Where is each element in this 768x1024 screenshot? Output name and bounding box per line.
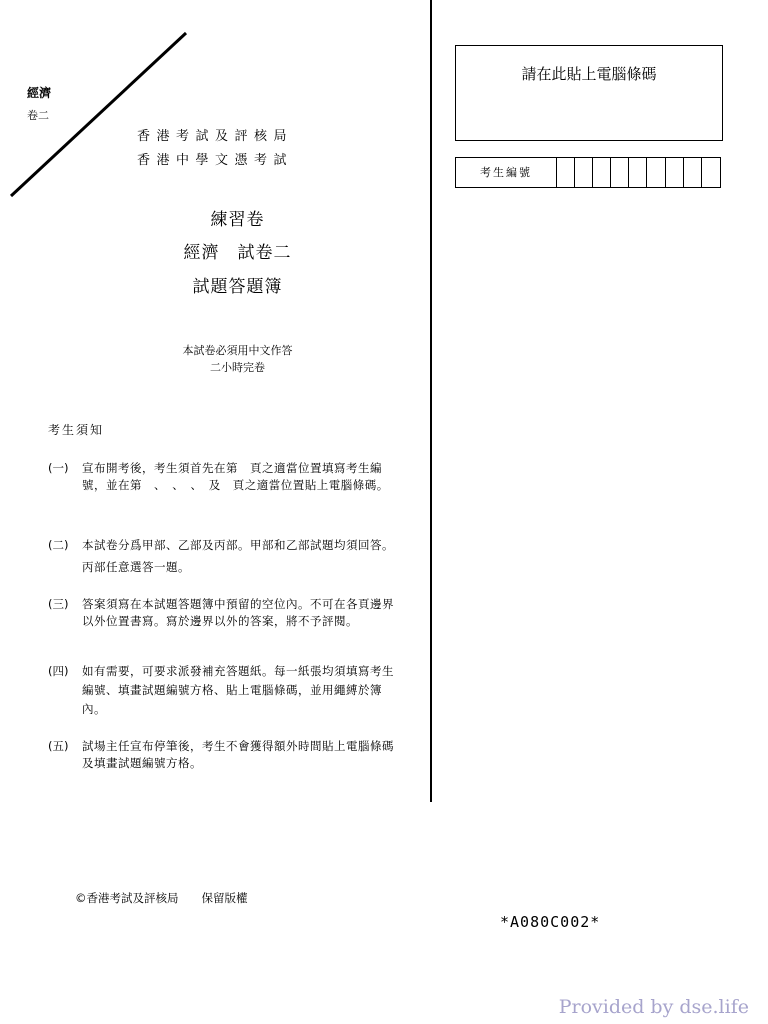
instruction-text: 答案須寫在本試題答題簿中預留的空位內。不可在各頁邊界以外位置書寫。寫於邊界以外的答案，將不予評閱。 <box>82 597 394 628</box>
candidate-number-cell[interactable] <box>575 158 593 187</box>
vertical-divider <box>430 0 432 802</box>
instruction-number: (三) <box>48 597 69 611</box>
provided-by-watermark: Provided by dse.life <box>558 996 749 1018</box>
corner-paper: 卷二 <box>27 109 49 122</box>
candidate-number-cell[interactable] <box>684 158 702 187</box>
instruction-text: 試場主任宣布停筆後，考生不會獲得額外時間貼上電腦條碼及填畫試題編號方格。 <box>82 739 394 770</box>
instruction-item <box>48 596 400 630</box>
instruction-number: (五) <box>48 739 69 753</box>
candidate-number-cell[interactable] <box>557 158 575 187</box>
instruction-text: 本試卷分爲甲部、乙部及丙部。甲部和乙部試題均須回答。丙部任意選答一題。 <box>82 538 394 574</box>
candidate-number-cell[interactable] <box>629 158 647 187</box>
corner-diagonal-line <box>0 0 200 210</box>
authority-name: 香港考試及評核局 <box>137 129 294 144</box>
language-requirement: 本試卷必須用中文作答 <box>182 344 293 357</box>
candidate-number-cell[interactable] <box>647 158 665 187</box>
instruction-item <box>48 534 400 578</box>
barcode-sticker-area <box>455 45 723 141</box>
instruction-item <box>48 460 400 494</box>
instruction-item <box>48 662 400 719</box>
candidate-number-cell[interactable] <box>593 158 611 187</box>
title-subject-paper: 經濟 試卷二 <box>183 243 292 263</box>
title-practice: 練習卷 <box>210 210 265 230</box>
exam-name: 香港中學文憑考試 <box>137 153 294 168</box>
instruction-item <box>48 738 400 772</box>
candidate-number-cell[interactable] <box>611 158 629 187</box>
candidate-number-label: 考生編號 <box>456 158 557 187</box>
instruction-number: (四) <box>48 664 69 678</box>
candidate-number-row <box>455 157 721 188</box>
candidate-number-cell[interactable] <box>702 158 720 187</box>
instruction-number: (二) <box>48 538 69 552</box>
instructions-heading: 考生須知 <box>48 423 105 437</box>
instruction-number: (一) <box>48 461 69 475</box>
duration: 二小時完卷 <box>210 361 265 374</box>
instruction-text: 宣布開考後，考生須首先在第 頁之適當位置填寫考生編號，並在第 、 、 、 及 頁之適當位置貼上電腦條碼。 <box>82 461 389 492</box>
instruction-text: 如有需要，可要求派發補充答題紙。每一紙張均須填寫考生編號、填畫試題編號方格、貼上電腦條碼，並用繩縛於簿內。 <box>82 664 394 716</box>
barcode-sticker-label: 請在此貼上電腦條碼 <box>521 65 657 83</box>
paper-code: *A080C002* <box>500 913 601 931</box>
candidate-number-cell[interactable] <box>666 158 684 187</box>
title-booklet: 試題答題簿 <box>192 277 283 297</box>
corner-subject: 經濟 <box>27 86 52 100</box>
copyright-notice: ©香港考試及評核局 保留版權 <box>75 891 248 905</box>
